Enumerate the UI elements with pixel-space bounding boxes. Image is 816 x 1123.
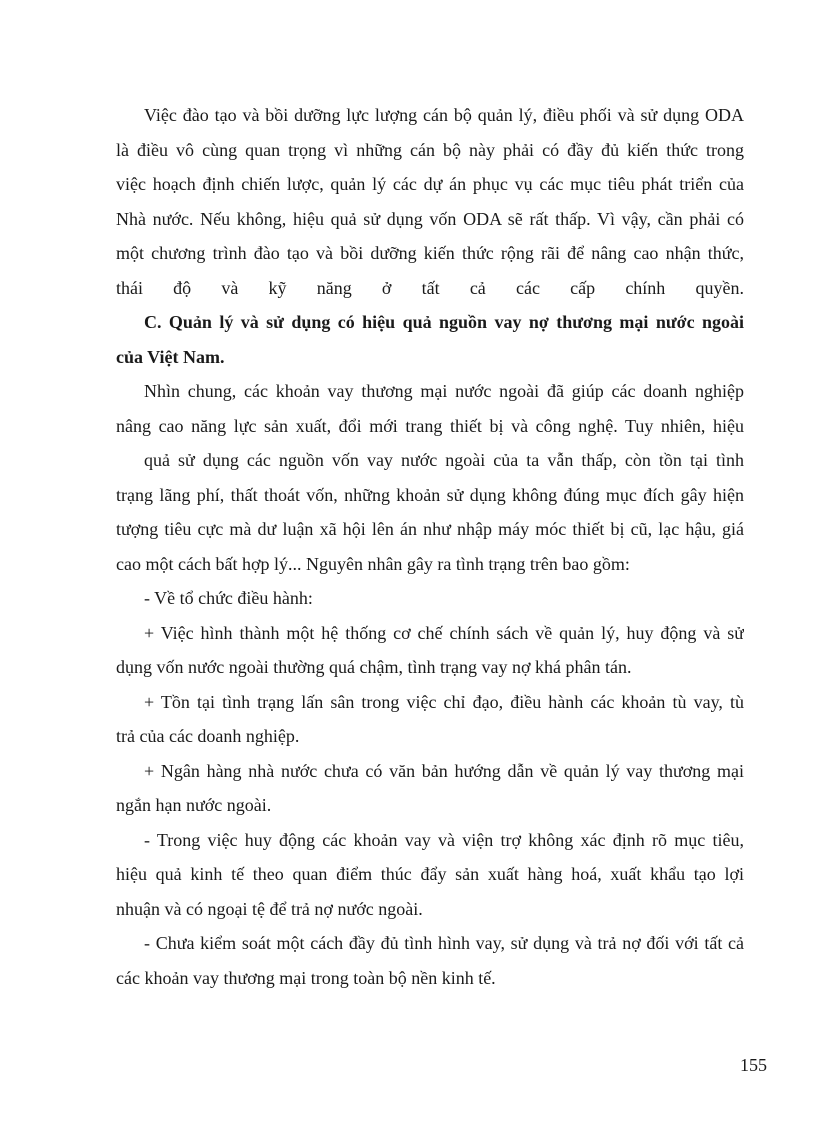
text-line: nâng cao năng lực sản xuất, đổi mới trang thiết bị và công nghệ. Tuy nhiên, hiệu [116,415,744,436]
text-line: cao một cách bất hợp lý... Nguyên nhân gây ra tình trạng trên bao gồm: [116,553,630,574]
list-item-line: ngắn hạn nước ngoài. [116,795,272,815]
list-item-line: hiệu quả kinh tế theo quan điểm thúc đẩy sản xuất hàng hoá, xuất khẩu tạo lợi [116,864,744,884]
list-item-line: + Tồn tại tình trạng lấn sân trong việc chỉ đạo, điều hành các khoản tù vay, tù [144,691,744,712]
text-line: một chương trình đào tạo và bồi dưỡng kiến thức rộng rãi để nâng cao nhận thức, [116,243,744,263]
section-heading: C. Quản lý và sử dụng có hiệu quả nguồn vay nợ thương mại nước ngoài [144,312,744,332]
text-line: việc hoạch định chiến lược, quản lý các dự án phục vụ các mục tiêu phát triển của [116,174,744,194]
text-line: là điều vô cùng quan trọng vì những cán bộ này phải có đầy đủ kiến thức trong [116,139,744,160]
text-line: quả sử dụng các nguồn vốn vay nước ngoài của ta vẫn thấp, còn tồn tại tình [144,450,744,470]
list-item-line: - Chưa kiểm soát một cách đầy đủ tình hình vay, sử dụng và trả nợ đối với tất cả [144,933,744,953]
text-line: tượng tiêu cực mà dư luận xã hội lên án như nhập máy móc thiết bị cũ, lạc hậu, giá [116,519,744,539]
list-item-line: trả của các doanh nghiệp. [116,726,300,746]
list-item-line: + Việc hình thành một hệ thống cơ chế chính sách về quản lý, huy động và sử [144,622,744,643]
text-line: Việc đào tạo và bồi dưỡng lực lượng cán bộ quản lý, điều phối và sử dụng ODA [144,105,744,125]
list-item-line: - Trong việc huy động các khoản vay và viện trợ không xác định rõ mục tiêu, [144,829,744,850]
list-item-line: các khoản vay thương mại trong toàn bộ nền kinh tế. [116,967,496,988]
section-heading: của Việt Nam. [116,346,225,367]
text-line: Nhìn chung, các khoản vay thương mại nước ngoài đã giúp các doanh nghiệp [144,381,744,401]
list-item-line: + Ngân hàng nhà nước chưa có văn bản hướng dẫn về quản lý vay thương mại [144,760,744,781]
text-line: trạng lãng phí, thất thoát vốn, những khoản sử dụng không đúng mục đích gây hiện [116,484,744,505]
list-item-line: dụng vốn nước ngoài thường quá chậm, tình trạng vay nợ khá phân tán. [116,657,632,677]
text-line: thái độ và kỹ năng ở tất cả các cấp chính quyền. [116,277,744,298]
text-line: Nhà nước. Nếu không, hiệu quả sử dụng vốn ODA sẽ rất thấp. Vì vậy, cần phải có [116,208,744,229]
page-number: 155 [740,1055,767,1075]
list-heading: - Về tổ chức điều hành: [144,588,313,608]
list-item-line: nhuận và có ngoại tệ để trả nợ nước ngoài. [116,898,423,919]
page-body [116,98,744,995]
